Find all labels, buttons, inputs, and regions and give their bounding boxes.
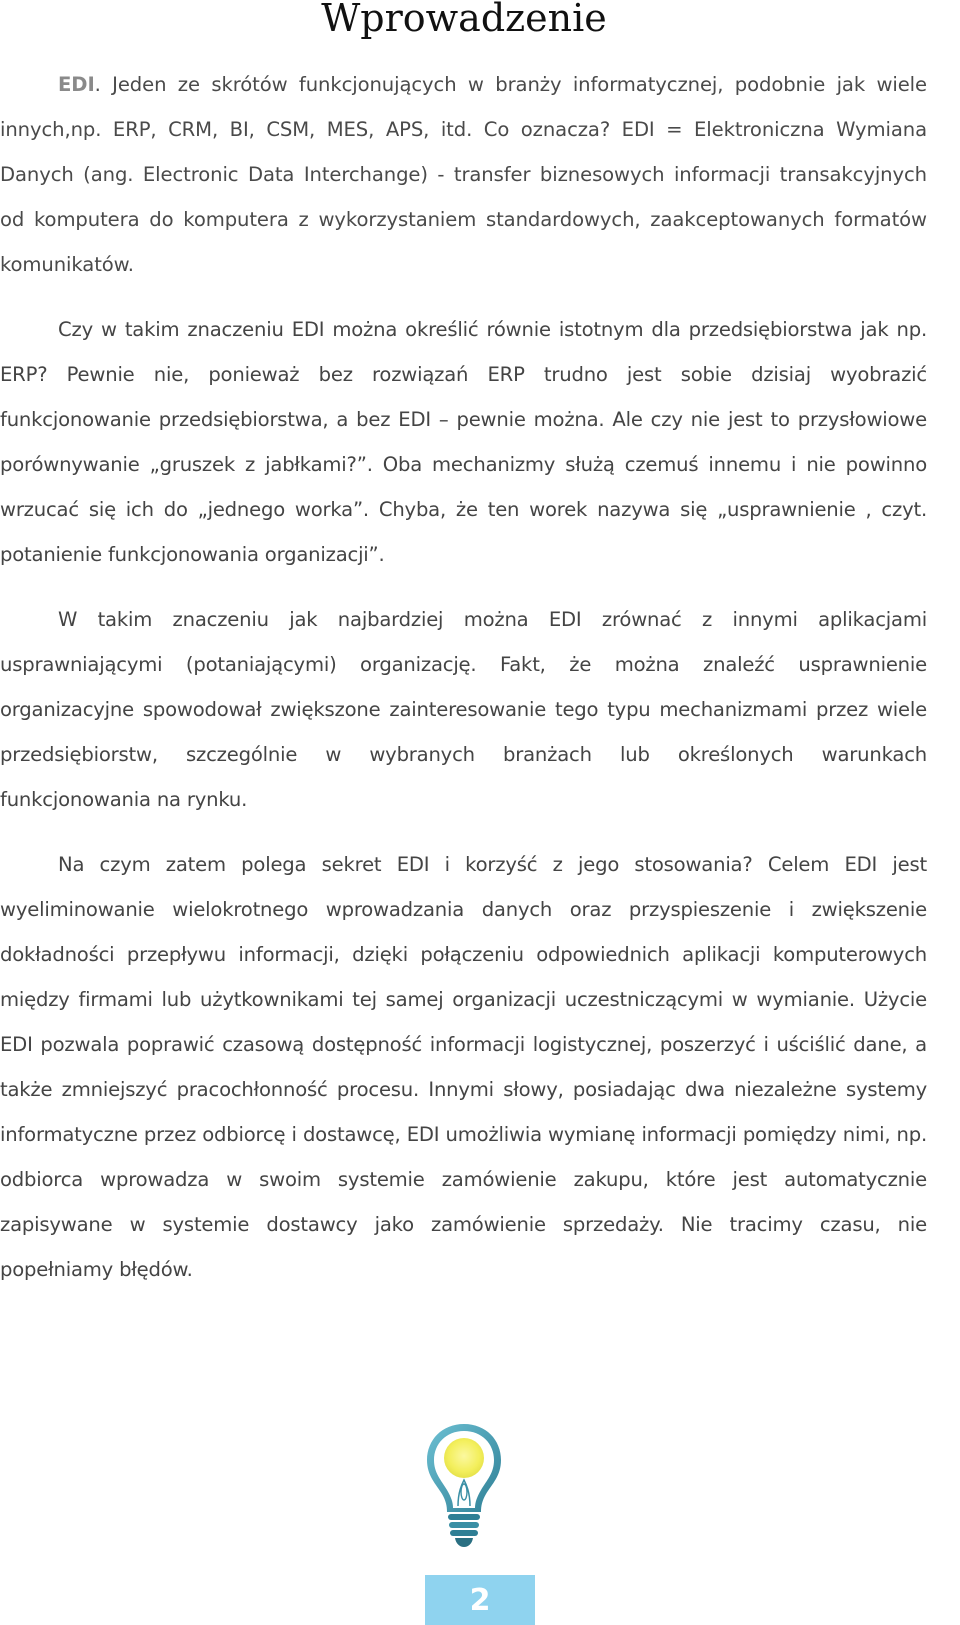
lightbulb-icon: [422, 1420, 506, 1550]
page-title: Wprowadzenie: [321, 0, 607, 40]
document-body: [0, 62, 927, 1292]
paragraph-1: [0, 62, 927, 287]
edi-term: EDI: [58, 73, 95, 96]
paragraph-3: W takim znaczeniu jak najbardziej można EDI zrównać z innymi aplikacjami usprawniającymi (potaniającymi) organizację. Fakt, że można znaleźć usprawnienie organizacyjne spowodował zwiększone zainteresowanie tego typu mechanizmami przez wiele przedsiębiorstw, szczególnie w wybranych branżach lub określonych warunkach funkcjonowania na rynku.: [0, 608, 927, 811]
page-number-box: [425, 1575, 535, 1625]
paragraph-1-text: . Jeden ze skrótów funkcjonujących w branży informatycznej, podobnie jak wiele innych,np. ERP, CRM, BI, CSM, MES, APS, itd. Co oznacza? EDI = Elektroniczna Wymiana Danych (ang. Electronic Data Interchange) - transfer biznesowych informacji transakcyjnych od komputera do komputera z wykorzystaniem standardowych, zaakceptowanych formatów komunikatów.: [0, 73, 927, 276]
paragraph-4: Na czym zatem polega sekret EDI i korzyść z jego stosowania? Celem EDI jest wyeliminowanie wielokrotnego wprowadzania danych oraz przyspieszenie i zwiększenie dokładności przepływu informacji, dzięki połączeniu odpowiednich aplikacji komputerowych między firmami lub użytkownikami tej samej organizacji uczestniczącymi w wymianie. Użycie EDI pozwala poprawić czasową dostępność informacji logistycznej, poszerzyć i uściślić dane, a także zmniejszyć pracochłonność procesu. Innymi słowy, posiadając dwa niezależne systemy informatyczne przez odbiorcę i dostawcę, EDI umożliwia wymianę informacji pomiędzy nimi, np. odbiorca wprowadza w swoim systemie zamówienie zakupu, które jest automatycznie zapisywane w systemie dostawcy jako zamówienie sprzedaży. Nie tracimy czasu, nie popełniamy błędów.: [0, 853, 927, 1281]
page-number: 2: [469, 1582, 491, 1618]
lightbulb-graphic: [422, 1420, 506, 1550]
paragraph-2: Czy w takim znaczeniu EDI można określić równie istotnym dla przedsiębiorstwa jak np. ERP? Pewnie nie, ponieważ bez rozwiązań ERP trudno jest sobie dzisiaj wyobrazić funkcjonowanie przedsiębiorstwa, a bez EDI – pewnie można. Ale czy nie jest to przysłowiowe porównywanie „gruszek z jabłkami?”. Oba mechanizmy służą czemuś innemu i nie powinno wrzucać się ich do „jednego worka”. Chyba, że ten worek nazywa się „usprawnienie , czyt. potanienie funkcjonowania organizacji”.: [0, 318, 927, 566]
